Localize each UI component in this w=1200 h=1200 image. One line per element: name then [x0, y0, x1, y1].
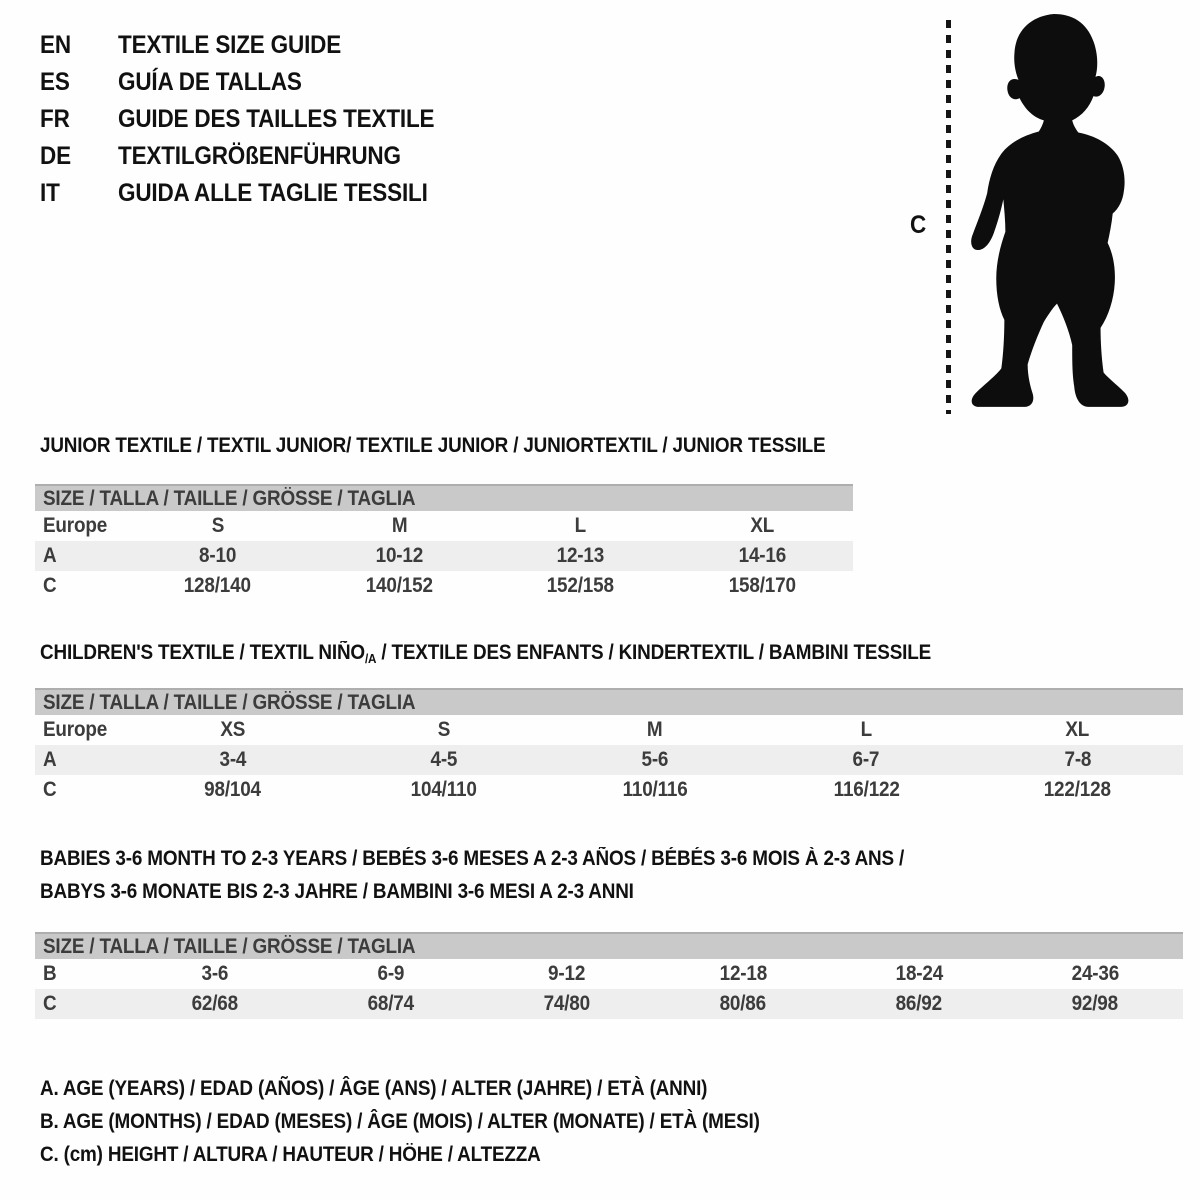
babies-section-title-line2-text: BABYS 3-6 MONATE BIS 2-3 JAHRE / BAMBINI 3-6 MESI A 2-3 ANNI: [40, 880, 634, 903]
size-cell-text: 10-12: [375, 544, 423, 567]
size-cell: [655, 992, 831, 1016]
size-cell-text: 68/74: [367, 992, 415, 1015]
row-label: [35, 544, 127, 568]
size-cell-text: 14-16: [738, 544, 786, 567]
language-title: [118, 105, 470, 134]
table-row-c: [35, 775, 1183, 805]
size-cell: [1007, 962, 1183, 986]
row-label: [35, 574, 127, 598]
size-cell: [479, 992, 655, 1016]
size-cell-text: 80/86: [719, 992, 767, 1015]
children-section-title-text: [40, 641, 931, 666]
language-title-text: GUIDE DES TAILLES TEXTILE: [118, 105, 435, 133]
junior-section-title-text: JUNIOR TEXTILE / TEXTIL JUNIOR/ TEXTILE JUNIOR / JUNIORTEXTIL / JUNIOR TESSILE: [40, 434, 826, 457]
size-cell: [831, 962, 1007, 986]
size-cell: [549, 718, 760, 742]
size-cell-text: 6-9: [377, 962, 405, 985]
language-code-text: EN: [40, 31, 71, 59]
language-title-text: GUIDA ALLE TAGLIE TESSILI: [118, 179, 428, 207]
size-cell: [338, 748, 549, 772]
table-row-europe: [35, 511, 853, 541]
size-cell-text: 12-13: [557, 544, 605, 567]
row-label-text: Europe: [43, 718, 108, 741]
children-title-sub: /A: [364, 651, 377, 666]
size-header-band: [35, 932, 1183, 959]
size-cell-text: 104/110: [410, 778, 477, 801]
language-title: [118, 31, 366, 60]
size-header-band: [35, 688, 1183, 715]
row-label-text: A: [43, 748, 57, 771]
measurement-legend: [40, 1072, 840, 1171]
row-label-text: Europe: [43, 514, 108, 537]
size-cell-text: 24-36: [1071, 962, 1119, 985]
legend-line-c: [40, 1138, 840, 1171]
height-measure-dashed-line-icon: [946, 20, 951, 414]
size-cell-text: S: [211, 514, 224, 537]
legend-line-a: [40, 1072, 840, 1105]
row-label: [35, 778, 127, 802]
language-code: [40, 68, 118, 97]
table-row-a: [35, 745, 1183, 775]
size-header-text: SIZE / TALLA / TAILLE / GRÖSSE / TAGLIA: [43, 690, 416, 714]
babies-section-title-line1-text: BABIES 3-6 MONTH TO 2-3 YEARS / BEBÉS 3-6 MESES A 2-3 AÑOS / BÉBÉS 3-6 MOIS À 2-3 ANS /: [40, 847, 905, 870]
size-cell-text: 122/128: [1043, 778, 1111, 801]
size-cell: [655, 962, 831, 986]
row-label: [35, 748, 127, 772]
junior-section-title: [40, 434, 913, 458]
size-cell-text: XL: [750, 514, 775, 537]
size-cell-text: 18-24: [895, 962, 943, 985]
size-cell-text: XS: [220, 718, 246, 741]
size-cell-text: S: [437, 718, 451, 741]
children-title-pre: CHILDREN'S TEXTILE / TEXTIL NIÑO: [40, 641, 365, 664]
size-cell-text: 98/104: [204, 778, 261, 801]
language-code-text: IT: [40, 179, 60, 207]
row-label-text: C: [43, 992, 57, 1015]
language-row-es: [40, 64, 470, 101]
size-cell: [309, 544, 491, 568]
junior-size-table: [35, 484, 853, 601]
legend-line-c-text: C. (cm) HEIGHT / ALTURA / HAUTEUR / HÖHE / ALTEZZA: [40, 1142, 541, 1166]
size-cell: [672, 574, 854, 598]
row-label: [35, 718, 127, 742]
size-header-band: [35, 484, 853, 511]
language-code: [40, 142, 118, 171]
size-cell: [479, 962, 655, 986]
language-code: [40, 105, 118, 134]
size-cell-text: 158/170: [728, 574, 796, 597]
size-cell-text: 3-4: [219, 748, 246, 771]
size-cell: [972, 718, 1183, 742]
size-cell: [549, 778, 760, 802]
size-cell: [338, 718, 549, 742]
size-cell: [309, 574, 491, 598]
table-row-c: [35, 989, 1183, 1019]
size-cell-text: 62/68: [191, 992, 239, 1015]
size-header-text: SIZE / TALLA / TAILLE / GRÖSSE / TAGLIA: [43, 934, 416, 958]
size-cell: [127, 962, 303, 986]
language-title: [118, 179, 462, 208]
legend-line-a-text: A. AGE (YEARS) / EDAD (AÑOS) / ÂGE (ANS) / ALTER (JAHRE) / ETÀ (ANNI): [40, 1076, 708, 1100]
size-cell-text: 116/122: [833, 778, 900, 801]
size-cell-text: 3-6: [201, 962, 229, 985]
language-title: [118, 142, 432, 171]
height-measure-label-text: C: [910, 211, 927, 239]
table-row-a: [35, 541, 853, 571]
size-cell-text: M: [647, 718, 663, 741]
legend-line-b: [40, 1105, 840, 1138]
row-label-text: C: [43, 778, 57, 801]
size-cell: [127, 748, 338, 772]
language-code-text: DE: [40, 142, 71, 170]
size-cell-text: 110/116: [622, 778, 688, 801]
language-row-it: [40, 175, 470, 212]
size-cell: [338, 778, 549, 802]
children-title-post: / TEXTILE DES ENFANTS / KINDERTEXTIL / BAMBINI TESSILE: [376, 641, 932, 664]
babies-size-table: [35, 932, 1183, 1019]
size-cell-text: L: [575, 514, 587, 537]
size-cell-text: 6-7: [852, 748, 880, 771]
size-cell: [127, 514, 309, 538]
size-cell-text: 4-5: [430, 748, 458, 771]
row-label-text: A: [43, 544, 57, 567]
size-cell-text: 12-18: [719, 962, 767, 985]
language-code: [40, 179, 118, 208]
size-cell-text: 74/80: [543, 992, 591, 1015]
size-cell: [672, 544, 854, 568]
babies-section-title-line1: [40, 847, 1000, 871]
language-header: [40, 27, 470, 212]
size-cell: [761, 778, 972, 802]
size-cell-text: 7-8: [1064, 748, 1091, 771]
language-code-text: FR: [40, 105, 70, 133]
language-code-text: ES: [40, 68, 70, 96]
babies-section-title-line2: [40, 880, 700, 904]
legend-line-b-text: B. AGE (MONTHS) / EDAD (MESES) / ÂGE (MOIS) / ALTER (MONATE) / ETÀ (MESI): [40, 1109, 760, 1133]
size-cell: [127, 718, 338, 742]
size-cell-text: 9-12: [548, 962, 586, 985]
language-title-text: TEXTILE SIZE GUIDE: [118, 31, 342, 59]
language-code: [40, 31, 118, 60]
language-row-fr: [40, 101, 470, 138]
row-label-text: B: [43, 962, 57, 985]
row-label: [35, 992, 127, 1016]
size-cell: [127, 574, 309, 598]
toddler-silhouette-icon: [962, 10, 1150, 415]
height-measure-label: [910, 211, 928, 240]
size-cell-text: 86/92: [895, 992, 943, 1015]
language-title: [118, 68, 322, 97]
size-cell: [490, 514, 672, 538]
size-cell-text: 140/152: [365, 574, 433, 597]
row-label: [35, 514, 127, 538]
size-cell: [127, 544, 309, 568]
size-cell: [303, 962, 479, 986]
row-label: [35, 962, 127, 986]
table-row-b: [35, 959, 1183, 989]
size-cell: [972, 778, 1183, 802]
size-cell-text: 152/158: [547, 574, 615, 597]
size-cell-text: M: [391, 514, 408, 537]
language-row-de: [40, 138, 470, 175]
size-cell: [761, 748, 972, 772]
table-row-europe: [35, 715, 1183, 745]
children-size-table: [35, 688, 1183, 805]
size-cell-text: 92/98: [1071, 992, 1119, 1015]
size-cell: [761, 718, 972, 742]
size-cell: [1007, 992, 1183, 1016]
language-row-en: [40, 27, 470, 64]
size-cell: [490, 544, 672, 568]
row-label-text: C: [43, 574, 57, 597]
language-title-text: TEXTILGRÖßENFÜHRUNG: [118, 142, 401, 170]
size-cell-text: XL: [1065, 718, 1090, 741]
size-cell: [490, 574, 672, 598]
language-title-text: GUÍA DE TALLAS: [118, 68, 302, 96]
size-cell: [672, 514, 854, 538]
size-header-text: SIZE / TALLA / TAILLE / GRÖSSE / TAGLIA: [43, 486, 416, 510]
size-cell-text: L: [860, 718, 872, 741]
children-section-title: [40, 641, 1030, 666]
table-row-c: [35, 571, 853, 601]
size-cell: [127, 992, 303, 1016]
size-cell: [831, 992, 1007, 1016]
size-cell: [972, 748, 1183, 772]
size-cell-text: 128/140: [184, 574, 252, 597]
size-cell: [309, 514, 491, 538]
size-cell: [303, 992, 479, 1016]
size-cell-text: 8-10: [199, 544, 237, 567]
size-cell: [549, 748, 760, 772]
size-cell-text: 5-6: [641, 748, 669, 771]
size-cell: [127, 778, 338, 802]
